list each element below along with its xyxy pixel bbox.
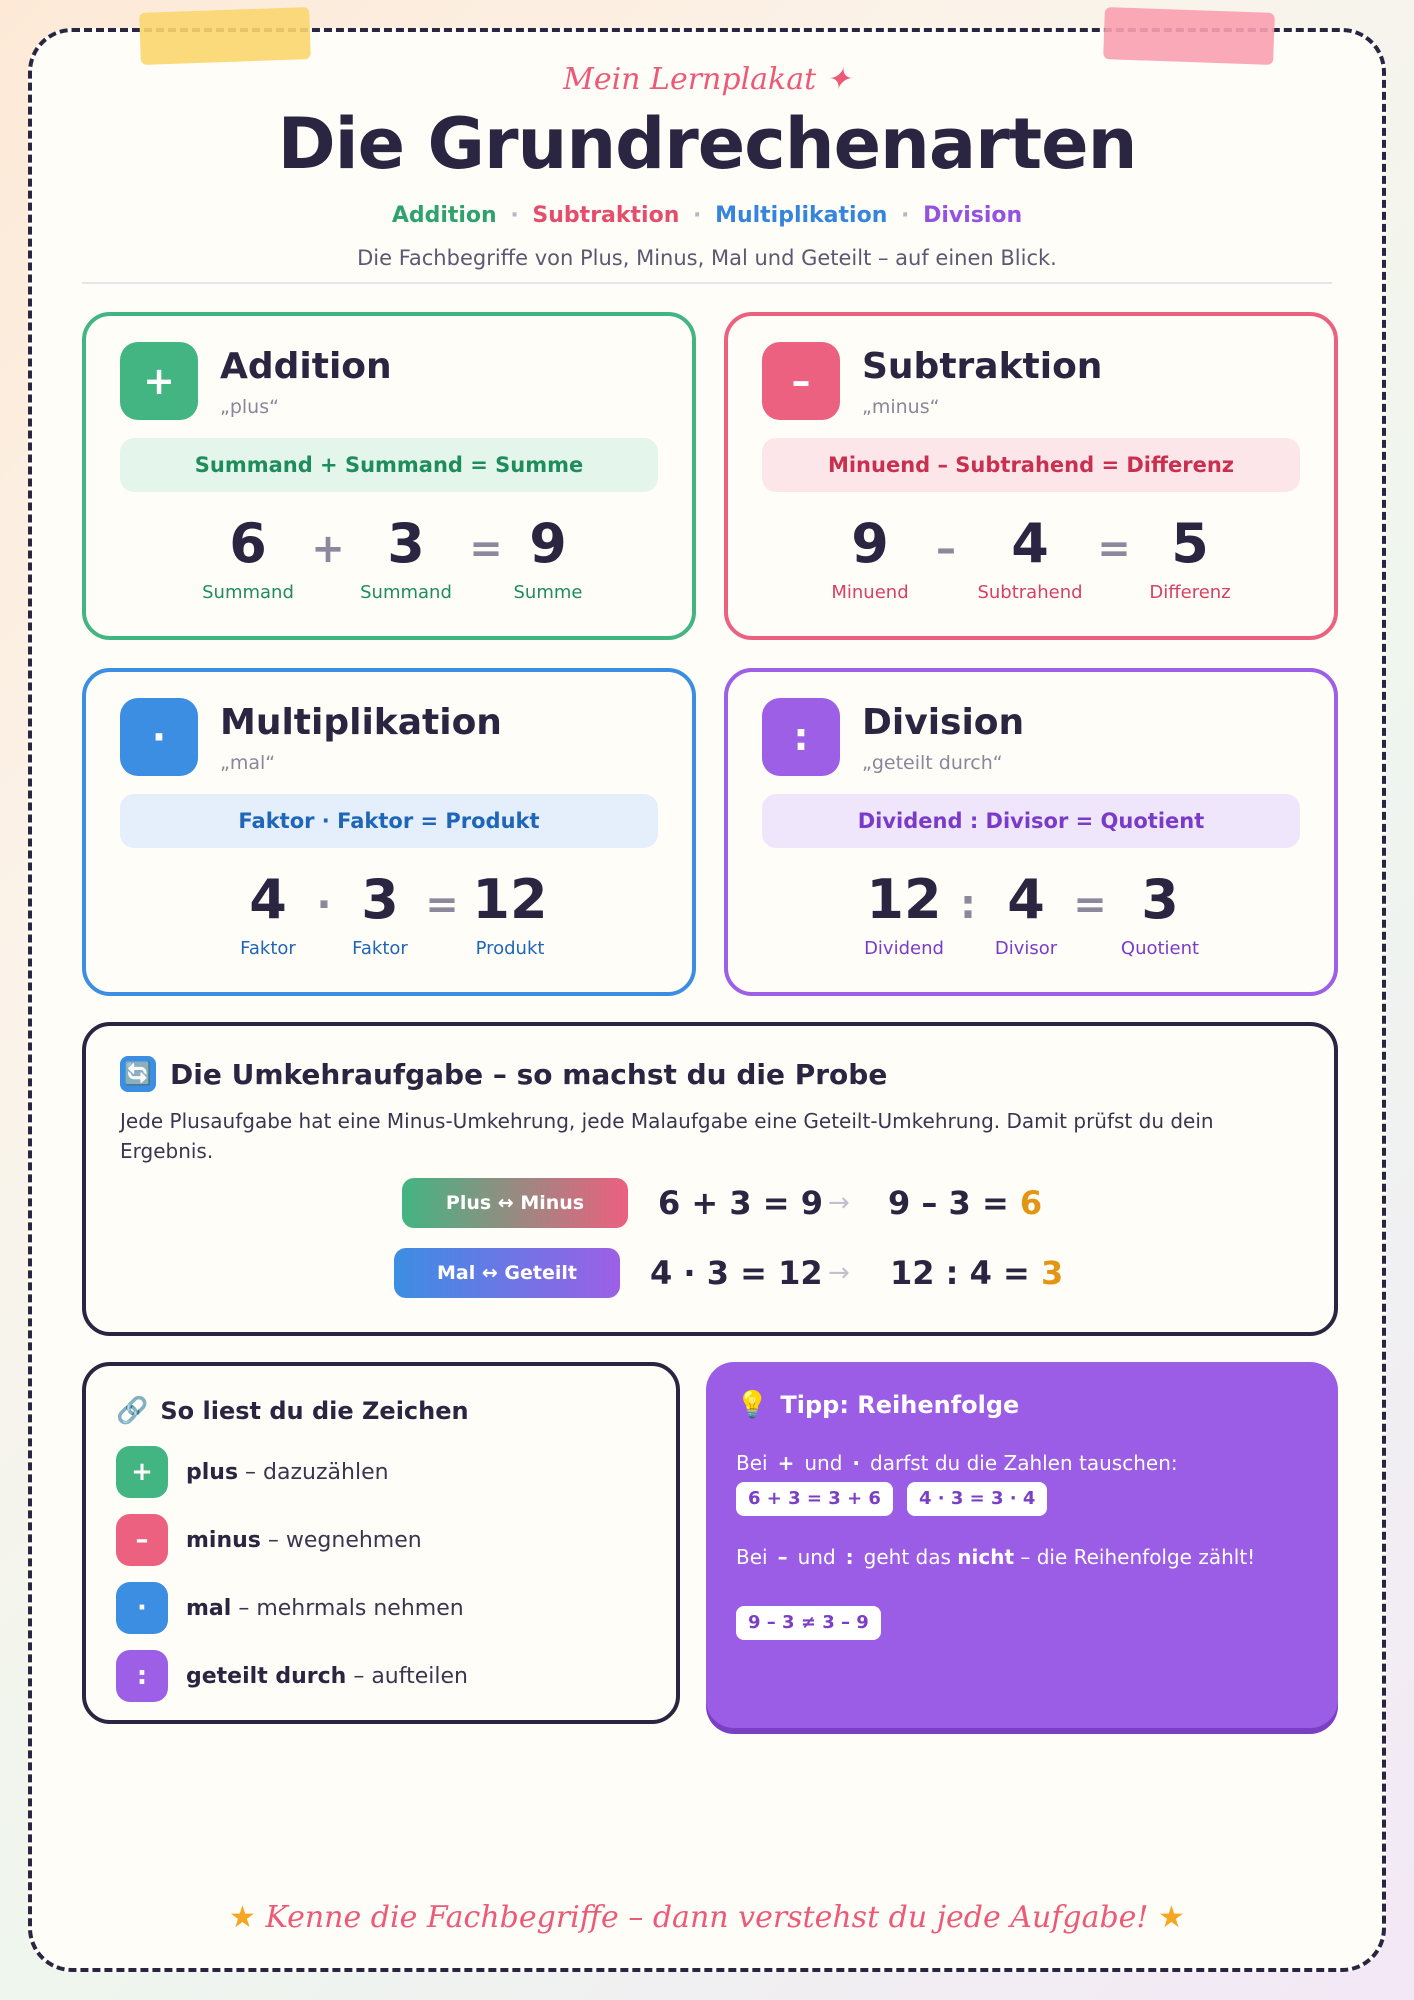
minus-icon: – <box>777 1545 788 1569</box>
separator: · <box>693 203 702 228</box>
task: 4 · 3 = 12 <box>650 1254 823 1292</box>
term-label: Faktor <box>240 938 296 959</box>
term-label: Summand <box>202 582 294 603</box>
equals-operator: = <box>1073 882 1107 928</box>
card-word: „mal“ <box>220 752 276 774</box>
tagline: Die Fachbegriffe von Plus, Minus, Mal und Geteilt – auf einen Blick. <box>357 246 1057 270</box>
plus-icon: + <box>777 1451 795 1475</box>
probe-row <box>86 1178 1334 1228</box>
probe-title: 🔄 Die Umkehraufgabe – so machst du die Probe <box>120 1056 887 1092</box>
result: 3 <box>1040 1254 1064 1292</box>
minus-operator: – <box>936 526 956 572</box>
term-label: Faktor <box>352 938 408 959</box>
colon-icon: : <box>845 1545 854 1569</box>
term-label: Minuend <box>831 582 909 603</box>
subtitle-addition: Addition <box>391 203 497 228</box>
example-term-a: 9 Minuend <box>831 512 909 603</box>
card-subtraktion <box>724 312 1338 640</box>
formula: Dividend : Divisor = Quotient <box>762 794 1300 848</box>
tipp-title: 💡 Tipp: Reihenfolge <box>736 1390 1020 1420</box>
equals-operator: = <box>425 882 459 928</box>
card-word: „plus“ <box>220 396 279 418</box>
example-chip: 6 + 3 = 3 + 6 <box>736 1482 893 1516</box>
card-addition <box>82 312 696 640</box>
term-label: Dividend <box>864 938 944 959</box>
subtitle-division: Division <box>923 203 1023 228</box>
mal-geteilt-pill: Mal ↔ Geteilt <box>394 1248 620 1298</box>
example <box>86 868 692 978</box>
lightbulb-icon: 💡 <box>736 1390 769 1420</box>
formula: Summand + Summand = Summe <box>120 438 658 492</box>
example-result: 3 Quotient <box>1120 868 1200 959</box>
example <box>728 868 1334 978</box>
dot-icon: · <box>116 1582 168 1634</box>
sign-item-mal: · mal – mehrmals nehmen <box>116 1582 464 1634</box>
card-multiplikation <box>82 668 696 996</box>
divider <box>82 282 1332 284</box>
kicker: Mein Lernplakat ✦ <box>563 62 851 97</box>
subtitle-subtraktion: Subtraktion <box>532 203 680 228</box>
plus-operator: + <box>311 526 345 572</box>
term-label: Divisor <box>994 938 1058 959</box>
card-title: Multiplikation <box>220 702 502 743</box>
tipp-chips-2 <box>736 1606 1318 1640</box>
equals-operator: = <box>1097 526 1131 572</box>
probe-description: Jede Plusaufgabe hat eine Minus-Umkehrung, jede Malaufgabe eine Geteilt-Umkehrung. Damit prüfst du dein Ergebnis. <box>120 1109 1214 1163</box>
link-icon: 🔗 <box>116 1396 149 1426</box>
tipp-line-1: Bei + und · darfst du die Zahlen tauschen: <box>736 1451 1178 1475</box>
colon-icon: : <box>116 1650 168 1702</box>
plus-icon: + <box>116 1446 168 1498</box>
card-word: „geteilt durch“ <box>862 752 1003 774</box>
term-label: Differenz <box>1149 582 1231 603</box>
card-title: Division <box>862 702 1025 743</box>
separator: · <box>901 203 910 228</box>
sparkle-icon: ✦ <box>825 62 851 97</box>
minus-icon: – <box>762 342 840 420</box>
signs-title: 🔗 So liest du die Zeichen <box>116 1396 469 1426</box>
signs-section <box>82 1362 680 1724</box>
term-label: Produkt <box>475 938 545 959</box>
colon-operator: : <box>960 882 976 928</box>
term-label: Quotient <box>1120 938 1200 959</box>
reverse-task: 12 : 4 = 3 <box>890 1254 1064 1292</box>
example <box>728 512 1334 622</box>
example-result: 12 Produkt <box>472 868 548 959</box>
plus-minus-pill: Plus ↔ Minus <box>402 1178 628 1228</box>
repeat-icon: 🔄 <box>120 1056 156 1092</box>
plus-icon: + <box>120 342 198 420</box>
card-title: Addition <box>220 346 392 387</box>
subtitle-multiplikation: Multiplikation <box>715 203 888 228</box>
separator: · <box>510 203 519 228</box>
example-term-b: 3 Summand <box>360 512 452 603</box>
card-division <box>724 668 1338 996</box>
example-term-a: 12 Dividend <box>864 868 944 959</box>
probe-row <box>86 1248 1334 1298</box>
reverse-task: 9 – 3 = 6 <box>888 1184 1043 1222</box>
term-label: Subtrahend <box>977 582 1083 603</box>
example-result: 9 Summe <box>513 512 583 603</box>
probe-section <box>82 1022 1338 1336</box>
example-result: 5 Differenz <box>1149 512 1231 603</box>
example <box>86 512 692 622</box>
example-term-a: 6 Summand <box>202 512 294 603</box>
term-label: Summe <box>513 582 583 603</box>
example-term-b: 4 Subtrahend <box>977 512 1083 603</box>
tipp-section <box>706 1362 1338 1728</box>
dot-operator: · <box>316 882 332 928</box>
tipp-chips-1 <box>736 1482 1318 1516</box>
equals-operator: = <box>469 526 503 572</box>
result: 6 <box>1019 1184 1043 1222</box>
example-chip: 9 – 3 ≠ 3 – 9 <box>736 1606 881 1640</box>
task: 6 + 3 = 9 <box>658 1184 823 1222</box>
tipp-line-2: Bei – und : geht das nicht – die Reihenfolge zählt! <box>736 1545 1256 1569</box>
page-title: Die Grundrechenarten <box>277 103 1137 185</box>
star-icon: ★ <box>1158 1900 1185 1935</box>
arrow-right-icon: → <box>828 1188 850 1218</box>
term-label: Summand <box>360 582 452 603</box>
footer: ★ Kenne die Fachbegriffe – dann verstehst du jede Aufgabe! ★ <box>229 1900 1185 1935</box>
formula: Faktor · Faktor = Produkt <box>120 794 658 848</box>
poster <box>28 28 1386 1972</box>
example-term-b: 3 Faktor <box>352 868 408 959</box>
example-term-b: 4 Divisor <box>994 868 1058 959</box>
formula: Minuend – Subtrahend = Differenz <box>762 438 1300 492</box>
colon-icon: : <box>762 698 840 776</box>
dot-icon: · <box>852 1451 861 1475</box>
header <box>32 32 1382 270</box>
dot-icon: · <box>120 698 198 776</box>
arrow-right-icon: → <box>828 1258 850 1288</box>
sign-item-geteilt: : geteilt durch – aufteilen <box>116 1650 468 1702</box>
sign-item-plus: + plus – dazuzählen <box>116 1446 389 1498</box>
star-icon: ★ <box>229 1900 256 1935</box>
card-word: „minus“ <box>862 396 940 418</box>
example-term-a: 4 Faktor <box>240 868 296 959</box>
card-title: Subtraktion <box>862 346 1103 387</box>
sign-item-minus: – minus – wegnehmen <box>116 1514 422 1566</box>
subtitle-list <box>32 203 1382 228</box>
example-chip: 4 · 3 = 3 · 4 <box>907 1482 1047 1516</box>
minus-icon: – <box>116 1514 168 1566</box>
